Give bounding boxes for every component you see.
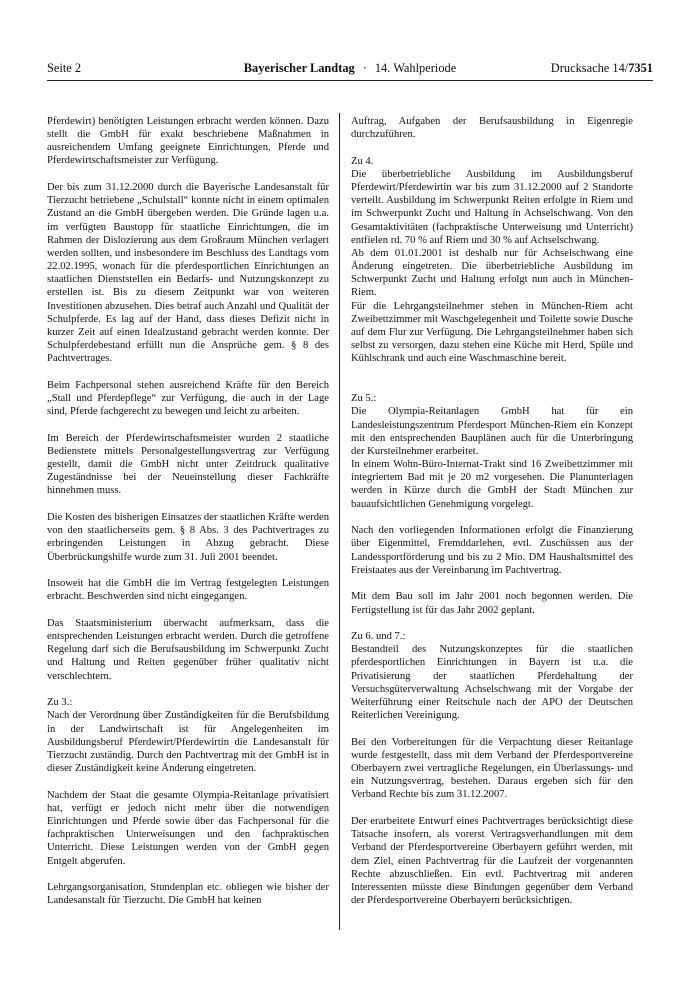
- section-heading: Zu 4.: [351, 155, 374, 167]
- paragraph: Im Bereich der Pferdewirtschaftsmeister wurden 2 staatliche Bedienstete mittels Personalgestellungsvertrag zur Verfügung gestellt, damit die GmbH nicht unter Zeitdruck qualitative Zugeständnisse bei der Neueinstellung dieser Fachkräfte hinnehmen muss.: [47, 432, 329, 497]
- section-body: Nach der Verordnung über Zuständigkeiten für die Berufsbildung in der Landwirtschaft ist für Angelegenheiten im Ausbildungsberuf Pferdewirt/Pferdewirtin die Landesanstalt für Tierzucht zuständig. Durch den Pachtvertrag mit der GmbH ist in dieser Zuständigkeit keine Änderung eingetreten.: [47, 710, 329, 775]
- paragraph: Insoweit hat die GmbH die im Vertrag festgelegten Leistungen erbracht. Beschwerden sind nicht eingegangen.: [47, 578, 329, 603]
- page-number: Seite 2: [47, 61, 82, 75]
- section-body: Bestandteil des Nutzungskonzeptes für die staatlichen pferdesportlichen Einrichtungen in Bayern ist u.a. die Privatisierung der staatlichen Pferdehaltung der Versuchsgüterverwaltung Achselschwang mit der Vorgabe der Weiterführung einer Reitschule nach der APO der Deutschen Reiterlichen Vereinigung.: [351, 644, 633, 722]
- section-zu-4: [351, 155, 633, 247]
- paragraph: Nachdem der Staat die gesamte Olympia-Reitanlage privatisiert hat, verfügt er jedoch nicht mehr über die notwendigen Einrichtungen und Pferde sowie über das Fachpersonal für die fachpraktischen Unterweisungen und den fachpraktischen Unterricht. Diese Leistungen werden von der GmbH gegen Entgelt abgerufen.: [47, 789, 329, 867]
- paragraph: Lehrgangsorganisation, Stundenplan etc. obliegen wie bisher der Landesanstalt für Tierzucht. Die GmbH hat keinen: [47, 882, 329, 907]
- column-divider: [339, 113, 340, 930]
- doc-number: 7351: [628, 61, 653, 75]
- header-separator: ·: [362, 61, 367, 75]
- paragraph: In einem Wohn-Büro-Internat-Trakt sind 16 Zweibettzimmer mit integriertem Bad mit je 20 m2 vorgesehen. Die Planunterlagen werden in Kürze durch die GmbH der Stadt München zur bauaufsichtlichen Genehmigung vorgelegt.: [351, 459, 633, 510]
- section-body: Die Olympia-Reitanlagen GmbH hat für ein Landesleistungszentrum Pferdesport München-Riem ein Konzept mit den entsprechenden Bauplänen auch für die Unterbringung der Kursteilnehmer erarbeitet.: [351, 406, 633, 457]
- paragraph: Nach den vorliegenden Informationen erfolgt die Finanzierung über Eigenmittel, Fremddarlehen, evtl. Zuschüssen aus der Landessportförderung und bis zu 2 Mio. DM Haushaltsmittel des Freistaates aus der Vereinbarung im Pachtvertrag.: [351, 525, 633, 576]
- section-zu-5: [351, 392, 633, 458]
- paragraph: Beim Fachpersonal stehen ausreichend Kräfte für den Bereich „Stall und Pferdepflege“ zur Verfügung, die auch in der Lage sind, Pferde fachgerecht zu bewegen und leicht zu arbeiten.: [47, 379, 329, 418]
- paragraph: Für die Lehrgangsteilnehmer stehen in München-Riem acht Zweibettzimmer mit Waschgelegenheit und Toilette sowie Dusche auf dem Flur zur Verfügung. Die Lehrgangsteilnehmer haben sich selbst zu versorgen, dazu stehen eine Küche mit Herd, Spüle und Kühlschrank und auch eine Waschmaschine bereit.: [351, 300, 633, 365]
- section-zu-3: [47, 696, 329, 775]
- paragraph: Das Staatsministerium überwacht aufmerksam, dass die entsprechenden Leistungen erbracht werden. Durch die getroffene Regelung darf sich die Berufsausbildung im Schwerpunkt Zucht und Haltung und Reiten gegenüber früher qualitativ nicht verschlechtern.: [47, 618, 329, 682]
- page-header: [47, 59, 653, 77]
- paragraph: Der erarbeitete Entwurf eines Pachtvertrages berücksichtigt diese Tatsache insofern, als vorerst Vertragsverhandlungen mit dem Verband der Pferdesportvereine Oberbayern geführt werden, mit dem Ziel, einen Pachtvertrag für die Laufzeit der vorgenannten Rechte abzuschließen. Ein evtl. Pachtvertrag mit anderen Interessenten müsste diese Bindungen gegenüber dem Verband der Pferdesportvereine Oberbayern berücksichtigen.: [351, 816, 633, 906]
- section-heading: Zu 5.:: [351, 393, 377, 405]
- paragraph: Der bis zum 31.12.2000 durch die Bayerische Landesanstalt für Tierzucht betriebene „Schulstall“ konnte nicht in einem optimalen Zustand an die GmbH übergeben werden. Die Gründe lagen u.a. im verfügten Baustopp für staatliche Einrichtungen, die im Rahmen der Dislozierung aus dem Großraum München verlagert werden sollten, und insbesondere im Beschluss des Landtags vom 22.02.1995, wonach für die pferdesportlichen Einrichtungen an staatlichen Dienststellen ein Bedarfs- und Nutzungskonzept zu erstellen ist. Bis zu diesem Zeitpunkt war von weiteren Investitionen abzusehen. Dies betraf auch Anzahl und Qualität der Schulpferde. Es lag auf der Hand, dass dieses Defizit nicht in kurzer Zeit auf einen Idealzustand gebracht werden konnte. Der Schulpferdebestand erfüllt nun die Ansprüche gem. § 8 des Pachtvertrages.: [47, 182, 329, 365]
- legislative-period: 14. Wahlperiode: [374, 61, 457, 75]
- publisher-name: Bayerischer Landtag: [243, 61, 355, 75]
- document-reference: [551, 59, 653, 77]
- section-body: Die überbetriebliche Ausbildung im Ausbildungsberuf Pferdewirt/Pferdewirtin war bis zum 31.12.2000 auf 2 Standorte verteilt. Ausbildung im Schwerpunkt Reiten erfolgte in Riem und im Schwerpunkt Zucht und Haltung in Achselschwang. Von den Gesamtaktivitäten (fachpraktische Unterweisung und Unterricht) entfielen rd. 70 % auf Riem und 30 % auf Achselschwang.: [351, 168, 633, 246]
- section-zu-6-7: [351, 630, 633, 722]
- header-rule: [47, 80, 653, 81]
- section-heading: Zu 6. und 7.:: [351, 631, 406, 643]
- paragraph: Die Kosten des bisherigen Einsatzes der staatlichen Kräfte werden von den staatlicherseits gem. § 8 Abs. 3 des Pachtvertrages zu erbringenden Leistungen in Abzug gebracht. Diese Überbrückungshilfe wurde zum 31. Juli 2001 beendet.: [47, 512, 329, 563]
- right-column: [351, 115, 633, 907]
- section-heading: Zu 3.:: [47, 697, 73, 709]
- paragraph: Bei den Vorbereitungen für die Verpachtung dieser Reitanlage wurde festgestellt, dass mit dem Verband der Pferdesportvereine Oberbayern zwei vertragliche Regelungen, ein Überlassungs- und ein Nutzungsvertrag, bestehen. Daraus ergeben sich für den Verband Rechte bis zum 31.12.2007.: [351, 736, 633, 801]
- paragraph: Mit dem Bau soll im Jahr 2001 noch begonnen werden. Die Fertigstellung ist für das Jahr 2002 geplant.: [351, 591, 633, 616]
- paragraph: Pferdewirt) benötigten Leistungen erbracht werden können. Dazu stellt die GmbH für exakt beschriebene Maßnahmen in ausreichendem Umfang geeignete Einrichtungen, Pferde und Pferdewirtschaftsmeister zur Verfügung.: [47, 116, 329, 167]
- paragraph: Ab dem 01.01.2001 ist deshalb nur für Achselschwang eine Änderung eingetreten. Die überbetriebliche Ausbildung im Schwerpunkt Zucht und Haltung erfolgt nun auch in München-Riem.: [351, 247, 633, 299]
- paragraph: Auftrag, Aufgaben der Berufsausbildung in Eigenregie durchzuführen.: [351, 116, 633, 141]
- doc-prefix: Drucksache 14/: [550, 61, 629, 75]
- left-column: [47, 115, 329, 907]
